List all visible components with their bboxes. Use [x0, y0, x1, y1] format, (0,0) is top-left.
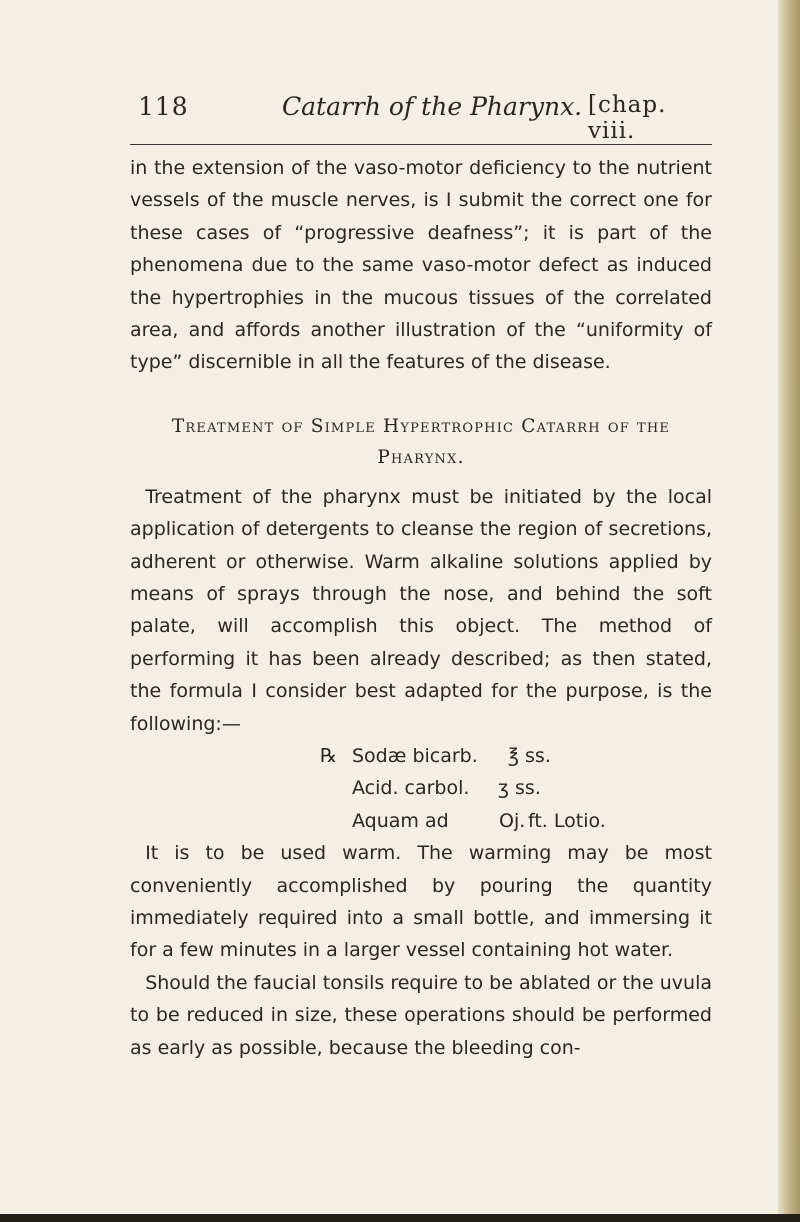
section-heading	[130, 411, 712, 473]
section-heading-line-2: Pharynx.	[377, 446, 465, 468]
page-bottom-edge	[0, 1214, 800, 1222]
running-header	[130, 92, 712, 144]
chapter-reference: [chap. viii.	[588, 92, 667, 144]
page-number: 118	[138, 92, 189, 121]
recipe-symbol: ℞	[320, 745, 338, 768]
formula-line	[130, 740, 712, 772]
header-rule	[130, 144, 712, 145]
paragraph-usage: It is to be used warm. The warming may be most conveniently accomplished by pouring the quantity immediately required into a small bottle, and immersing it for a few minutes in a larger vessel containing hot water.	[130, 842, 712, 962]
ingredient-name: Aquam ad	[352, 809, 449, 832]
section-heading-line-1: Treatment of Simple Hypertrophic Catarrh of the	[171, 415, 671, 437]
formula-line	[130, 805, 712, 837]
paragraph-treatment: Treatment of the pharynx must be initiated by the local application of detergents to cleanse the region of secretions, adherent or otherwise. Warm alkaline solutions applied by means of sprays through the nose, and behind the soft palate, will accomplish this object. The method of performing it has been already described; as then stated, the formula I consider best adapted for the purpose, is the following:—	[130, 485, 712, 735]
page-edge	[778, 0, 800, 1222]
ingredient-quantity: ℥ ss.	[508, 745, 551, 768]
page-body	[130, 152, 712, 1064]
ingredient-quantity: ʒ ss.	[498, 777, 541, 800]
paragraph-operations: Should the faucial tonsils require to be ablated or the uvula to be reduced in size, these operations should be performed as early as possible, because the bleeding con-	[130, 971, 712, 1059]
ingredient-quantity: Oj.	[499, 809, 526, 832]
prescription-formula	[130, 740, 712, 837]
ingredient-name: Sodæ bicarb.	[352, 745, 478, 768]
ingredient-name: Acid. carbol.	[352, 777, 470, 800]
formula-line	[130, 772, 712, 804]
paragraph-continuation: in the extension of the vaso-motor deficiency to the nutrient vessels of the muscle nerves, is I submit the correct one for these cases of “progressive deafness”; it is part of the phenomena due to the same vaso-motor defect as induced the hypertrophies in the mucous tissues of the correlated area, and affords another illustration of the “uniformity of type” discernible in all the features of the disease.	[130, 157, 712, 374]
running-title: Catarrh of the Pharynx.	[282, 92, 583, 121]
formula-note: ft. Lotio.	[528, 809, 606, 832]
